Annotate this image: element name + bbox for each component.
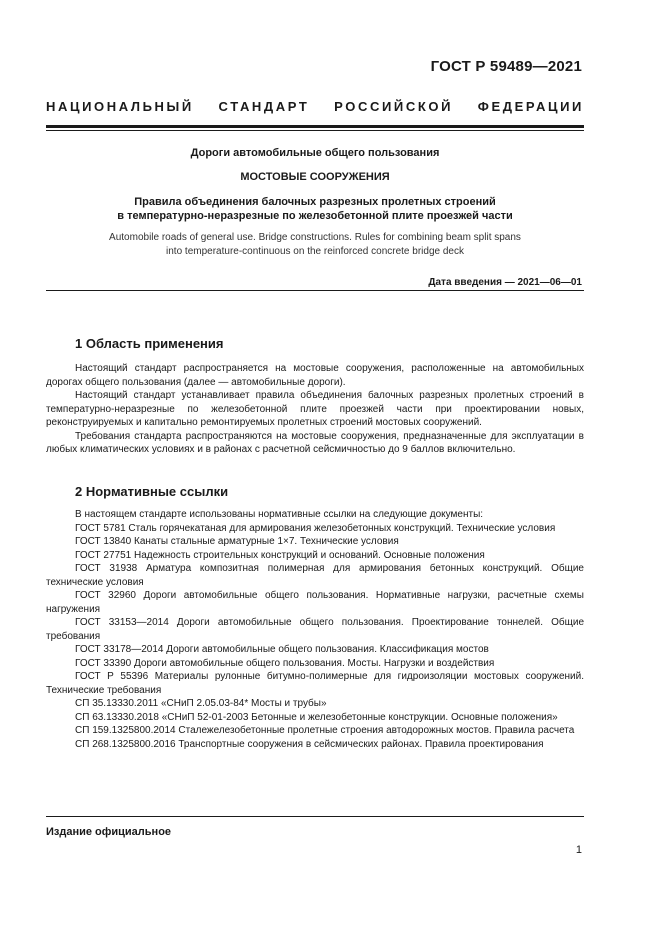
header-rule-thin (46, 130, 584, 131)
section-1-heading: 1 Область применения (75, 336, 224, 351)
section-1-paragraph: Настоящий стандарт устанавливает правила объединения балочных разрезных пролетных строений в температурно-неразрезные по железобетонной плите проезжей части при проектировании новых, реконструируемых и капитально ремонтируемых пролетных строений мостовых сооружений. (46, 390, 584, 428)
page-number: 1 (575, 844, 582, 856)
reference-item: СП 159.1325800.2014 Сталежелезобетонные пролетные строения автодорожных мостов. Правила расчета (75, 725, 575, 736)
title-main: Дороги автомобильные общего пользования (190, 147, 440, 159)
title-description-line-1: Правила объединения балочных разрезных пролетных строений (134, 196, 496, 208)
reference-item: ГОСТ 31938 Арматура композитная полимерная для армирования бетонных конструкций. Общие технические условия (46, 563, 584, 588)
section-2-paragraph: В настоящем стандарте использованы нормативные ссылки на следующие документы: (75, 509, 484, 520)
section-1-paragraph: Требования стандарта распространяются на мостовые сооружения, предназначенные для эксплуатации в любых климатических условиях и в районах с расчетной сейсмичностью до 9 баллов включительно. (46, 430, 584, 455)
section-2-body (46, 508, 584, 751)
title-english-line-2: into temperature-continuous on the reinforced concrete bridge deck (166, 246, 464, 257)
reference-item: ГОСТ 33178—2014 Дороги автомобильные общего пользования. Классификация мостов (75, 644, 489, 655)
date-rule (46, 290, 584, 291)
gost-number: ГОСТ Р 59489—2021 (430, 58, 582, 75)
reference-item: ГОСТ 27751 Надежность строительных конструкций и оснований. Основные положения (75, 549, 485, 561)
title-english (46, 231, 584, 259)
introduction-date: Дата введения — 2021—06—01 (428, 277, 582, 288)
section-2-heading: 2 Нормативные ссылки (75, 484, 229, 499)
footer-rule (46, 816, 584, 817)
official-edition-label: Издание официальное (46, 826, 172, 838)
section-1-body (46, 362, 584, 457)
reference-item: ГОСТ 13840 Канаты стальные арматурные 1×7. Технические условия (75, 536, 399, 547)
title-block (46, 146, 584, 259)
reference-item: СП 268.1325800.2016 Транспортные сооружения в сейсмических районах. Правила проектирования (75, 738, 544, 750)
section-1-paragraph: Настоящий стандарт распространяется на мостовые сооружения, расположенные на автомобильных дорогах общего пользования (далее — автомобильные дороги). (46, 363, 584, 388)
national-standard-banner: НАЦИОНАЛЬНЫЙ СТАНДАРТ РОССИЙСКОЙ ФЕДЕРАЦИИ (46, 99, 584, 114)
reference-item: ГОСТ 32960 Дороги автомобильные общего пользования. Нормативные нагрузки, расчетные схемы нагружения (46, 590, 584, 615)
reference-item: ГОСТ 33390 Дороги автомобильные общего пользования. Мосты. Нагрузки и воздействия (75, 657, 495, 669)
reference-item: ГОСТ 33153—2014 Дороги автомобильные общего пользования. Проектирование тоннелей. Общие требования (46, 617, 584, 642)
title-description (46, 195, 584, 223)
reference-item: СП 35.13330.2011 «СНиП 2.05.03-84* Мосты и трубы» (75, 698, 327, 709)
title-sub: МОСТОВЫЕ СООРУЖЕНИЯ (240, 171, 390, 183)
header-rule-thick (46, 125, 584, 128)
reference-item: ГОСТ Р 55396 Материалы рулонные битумно-полимерные для гидроизоляции мостовых сооружений. Технические требования (46, 671, 584, 696)
title-english-line-1: Automobile roads of general use. Bridge constructions. Rules for combining beam split spans (109, 232, 521, 243)
reference-item: ГОСТ 5781 Сталь горячекатаная для армирования железобетонных конструкций. Технические условия (75, 522, 556, 534)
title-description-line-2: в температурно-неразрезные по железобетонной плите проезжей части (117, 210, 513, 222)
reference-item: СП 63.13330.2018 «СНиП 52-01-2003 Бетонные и железобетонные конструкции. Основные положения» (75, 711, 558, 723)
